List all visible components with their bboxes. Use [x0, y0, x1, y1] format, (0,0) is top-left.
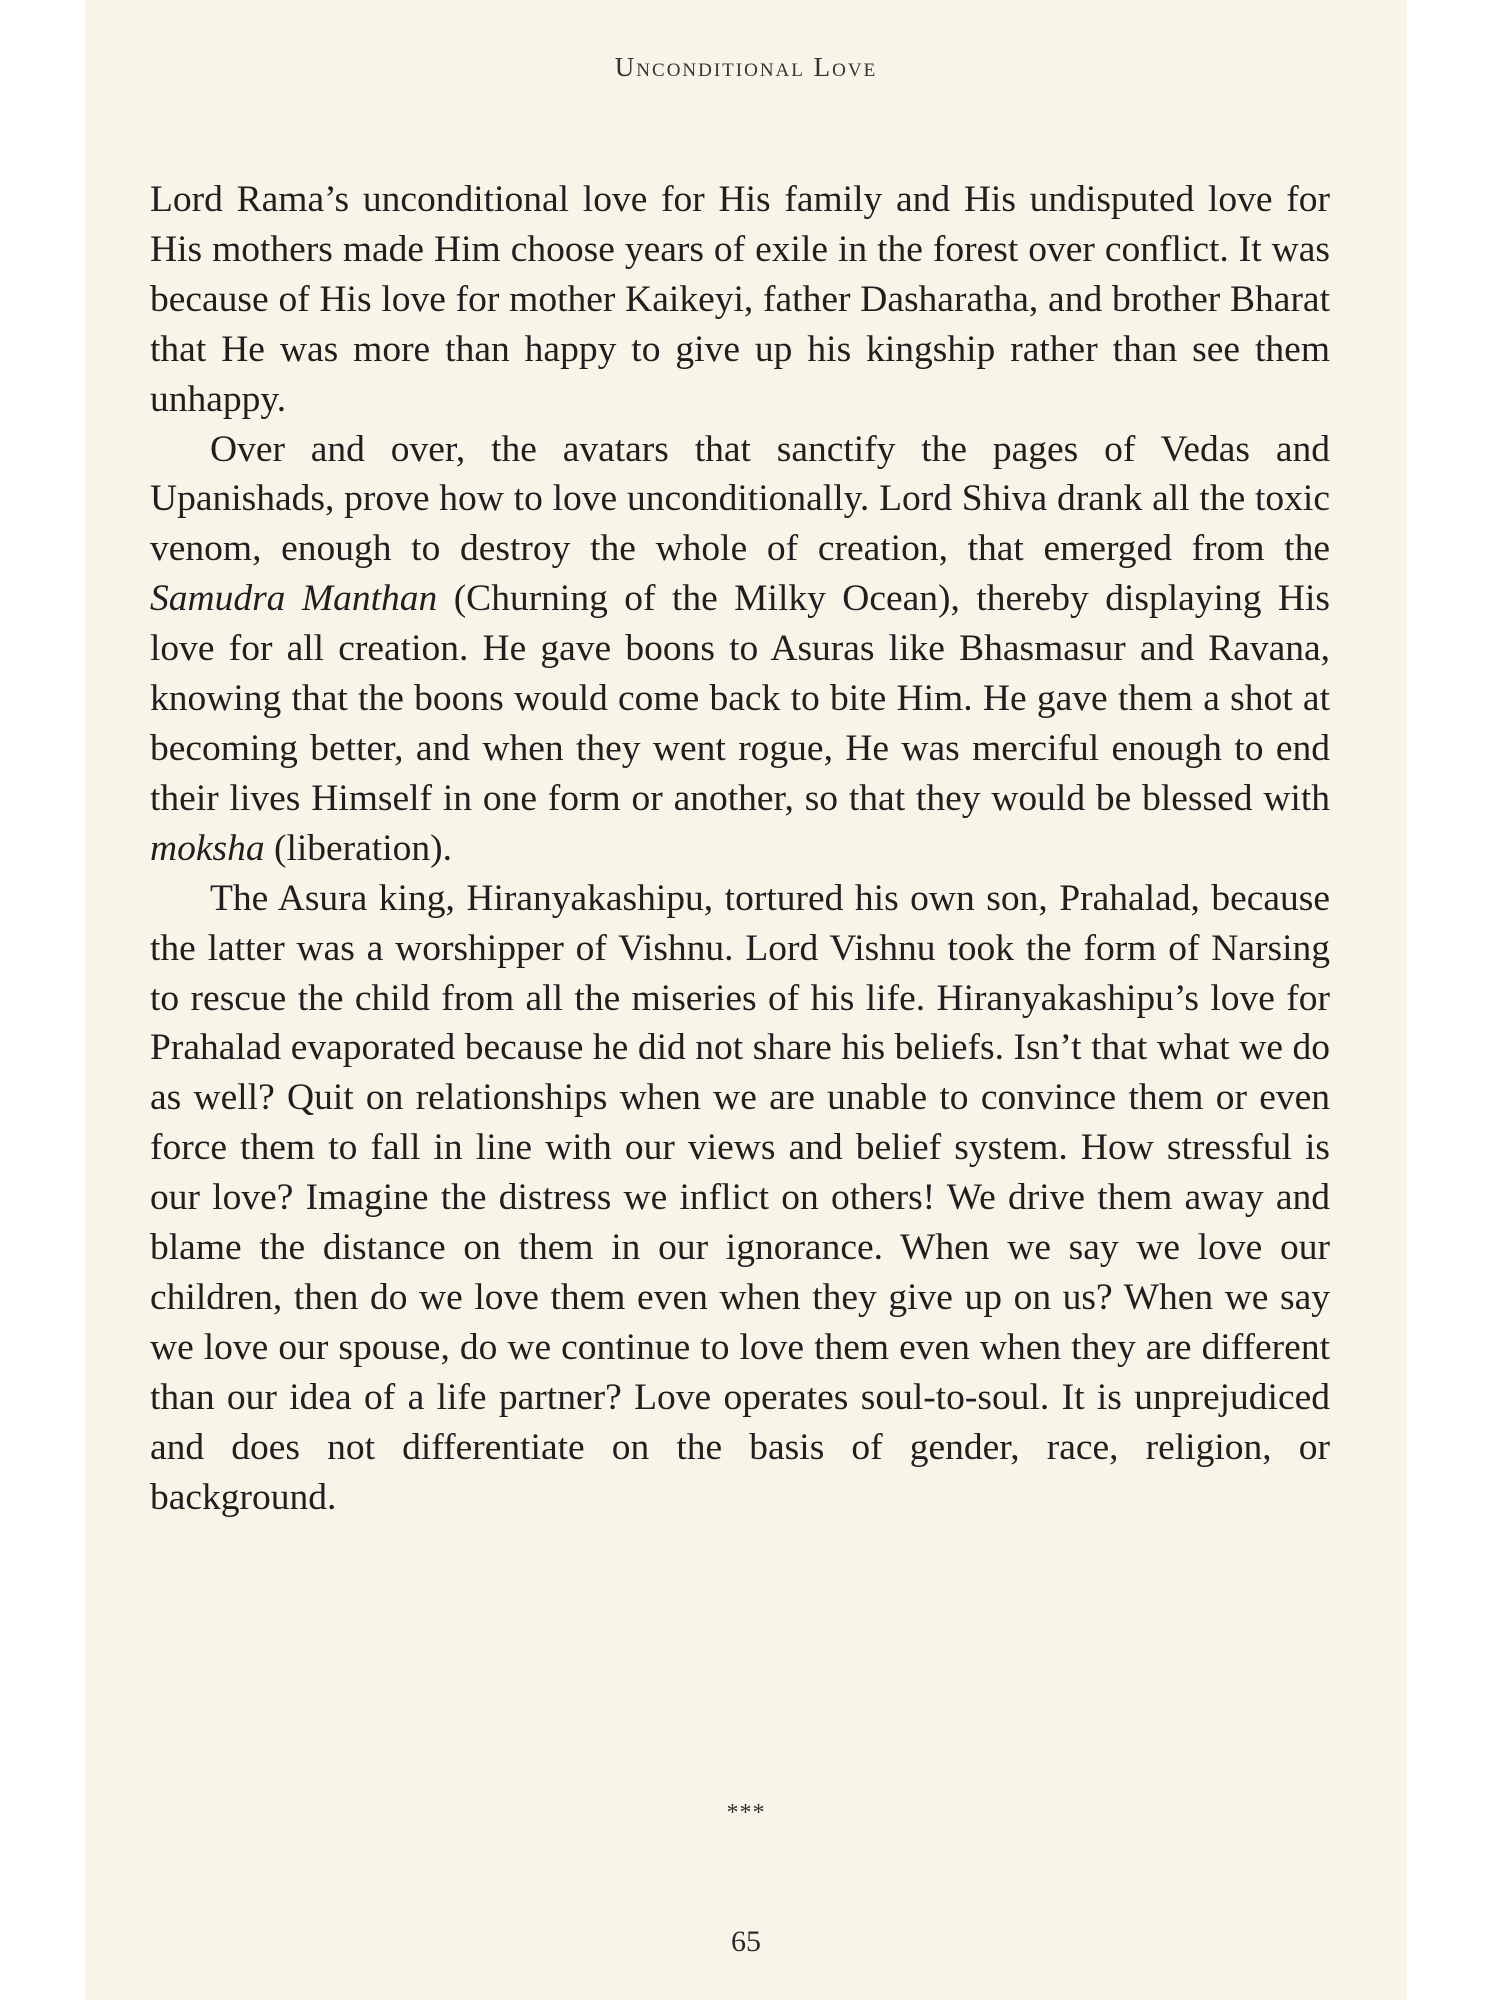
paragraph-2-part-1: Over and over, the avatars that sanctify the pages of Vedas and Upanishads, prove how to love unconditionally. Lord Shiva drank all the toxic venom, enough to destroy the whole of creation, that emerged from the	[150, 428, 1330, 570]
paragraph-3: The Asura king, Hiranyakashipu, tortured his own son, Prahalad, because the latter was a worshipper of Vishnu. Lord Vishnu took the form of Narsing to rescue the child from all the miseries of his life. Hiranyakashipu’s love for Prahalad evaporated because he did not share his beliefs. Isn’t that what we do as well? Quit on relationships when we are unable to convince them or even force them to fall in line with our views and belief system. How stressful is our love? Imagine the distress we inflict on others! We drive them away and blame the distance on them in our ignorance. When we say we love our children, then do we love them even when they give up on us? When we say we love our spouse, do we continue to love them even when they are different than our idea of a life partner? Love operates soul-to-soul. It is unprejudiced and does not differentiate on the basis of gender, race, religion, or background.	[150, 877, 1330, 1518]
paragraph-2	[150, 425, 1330, 874]
book-page	[85, 0, 1407, 2000]
page-number: 65	[731, 1925, 761, 1958]
paragraph-2-part-3: (liberation).	[264, 827, 453, 869]
samudra-manthan-term: Samudra Manthan	[150, 578, 438, 620]
section-divider: ***	[726, 1800, 766, 1826]
paragraph-1: Lord Rama’s unconditional love for His family and His undisputed love for His mothers made Him choose years of exile in the forest over conflict. It was because of His love for mother Kaikeyi, father Dasharatha, and brother Bharat that He was more than happy to give up his kingship rather than see them unhappy.	[150, 179, 1330, 420]
body-text	[150, 175, 1330, 1522]
paragraph-2-part-2: (Churning of the Milky Ocean), thereby displaying His love for all creation. He gave boons to Asuras like Bhasmasur and Ravana, knowing that the boons would come back to bite Him. He gave them a shot at becoming better, and when they went rogue, He was merciful enough to end their lives Himself in one form or another, so that they would be blessed with	[150, 578, 1330, 819]
moksha-term: moksha	[150, 827, 265, 869]
running-header: Unconditional Love	[614, 52, 878, 82]
